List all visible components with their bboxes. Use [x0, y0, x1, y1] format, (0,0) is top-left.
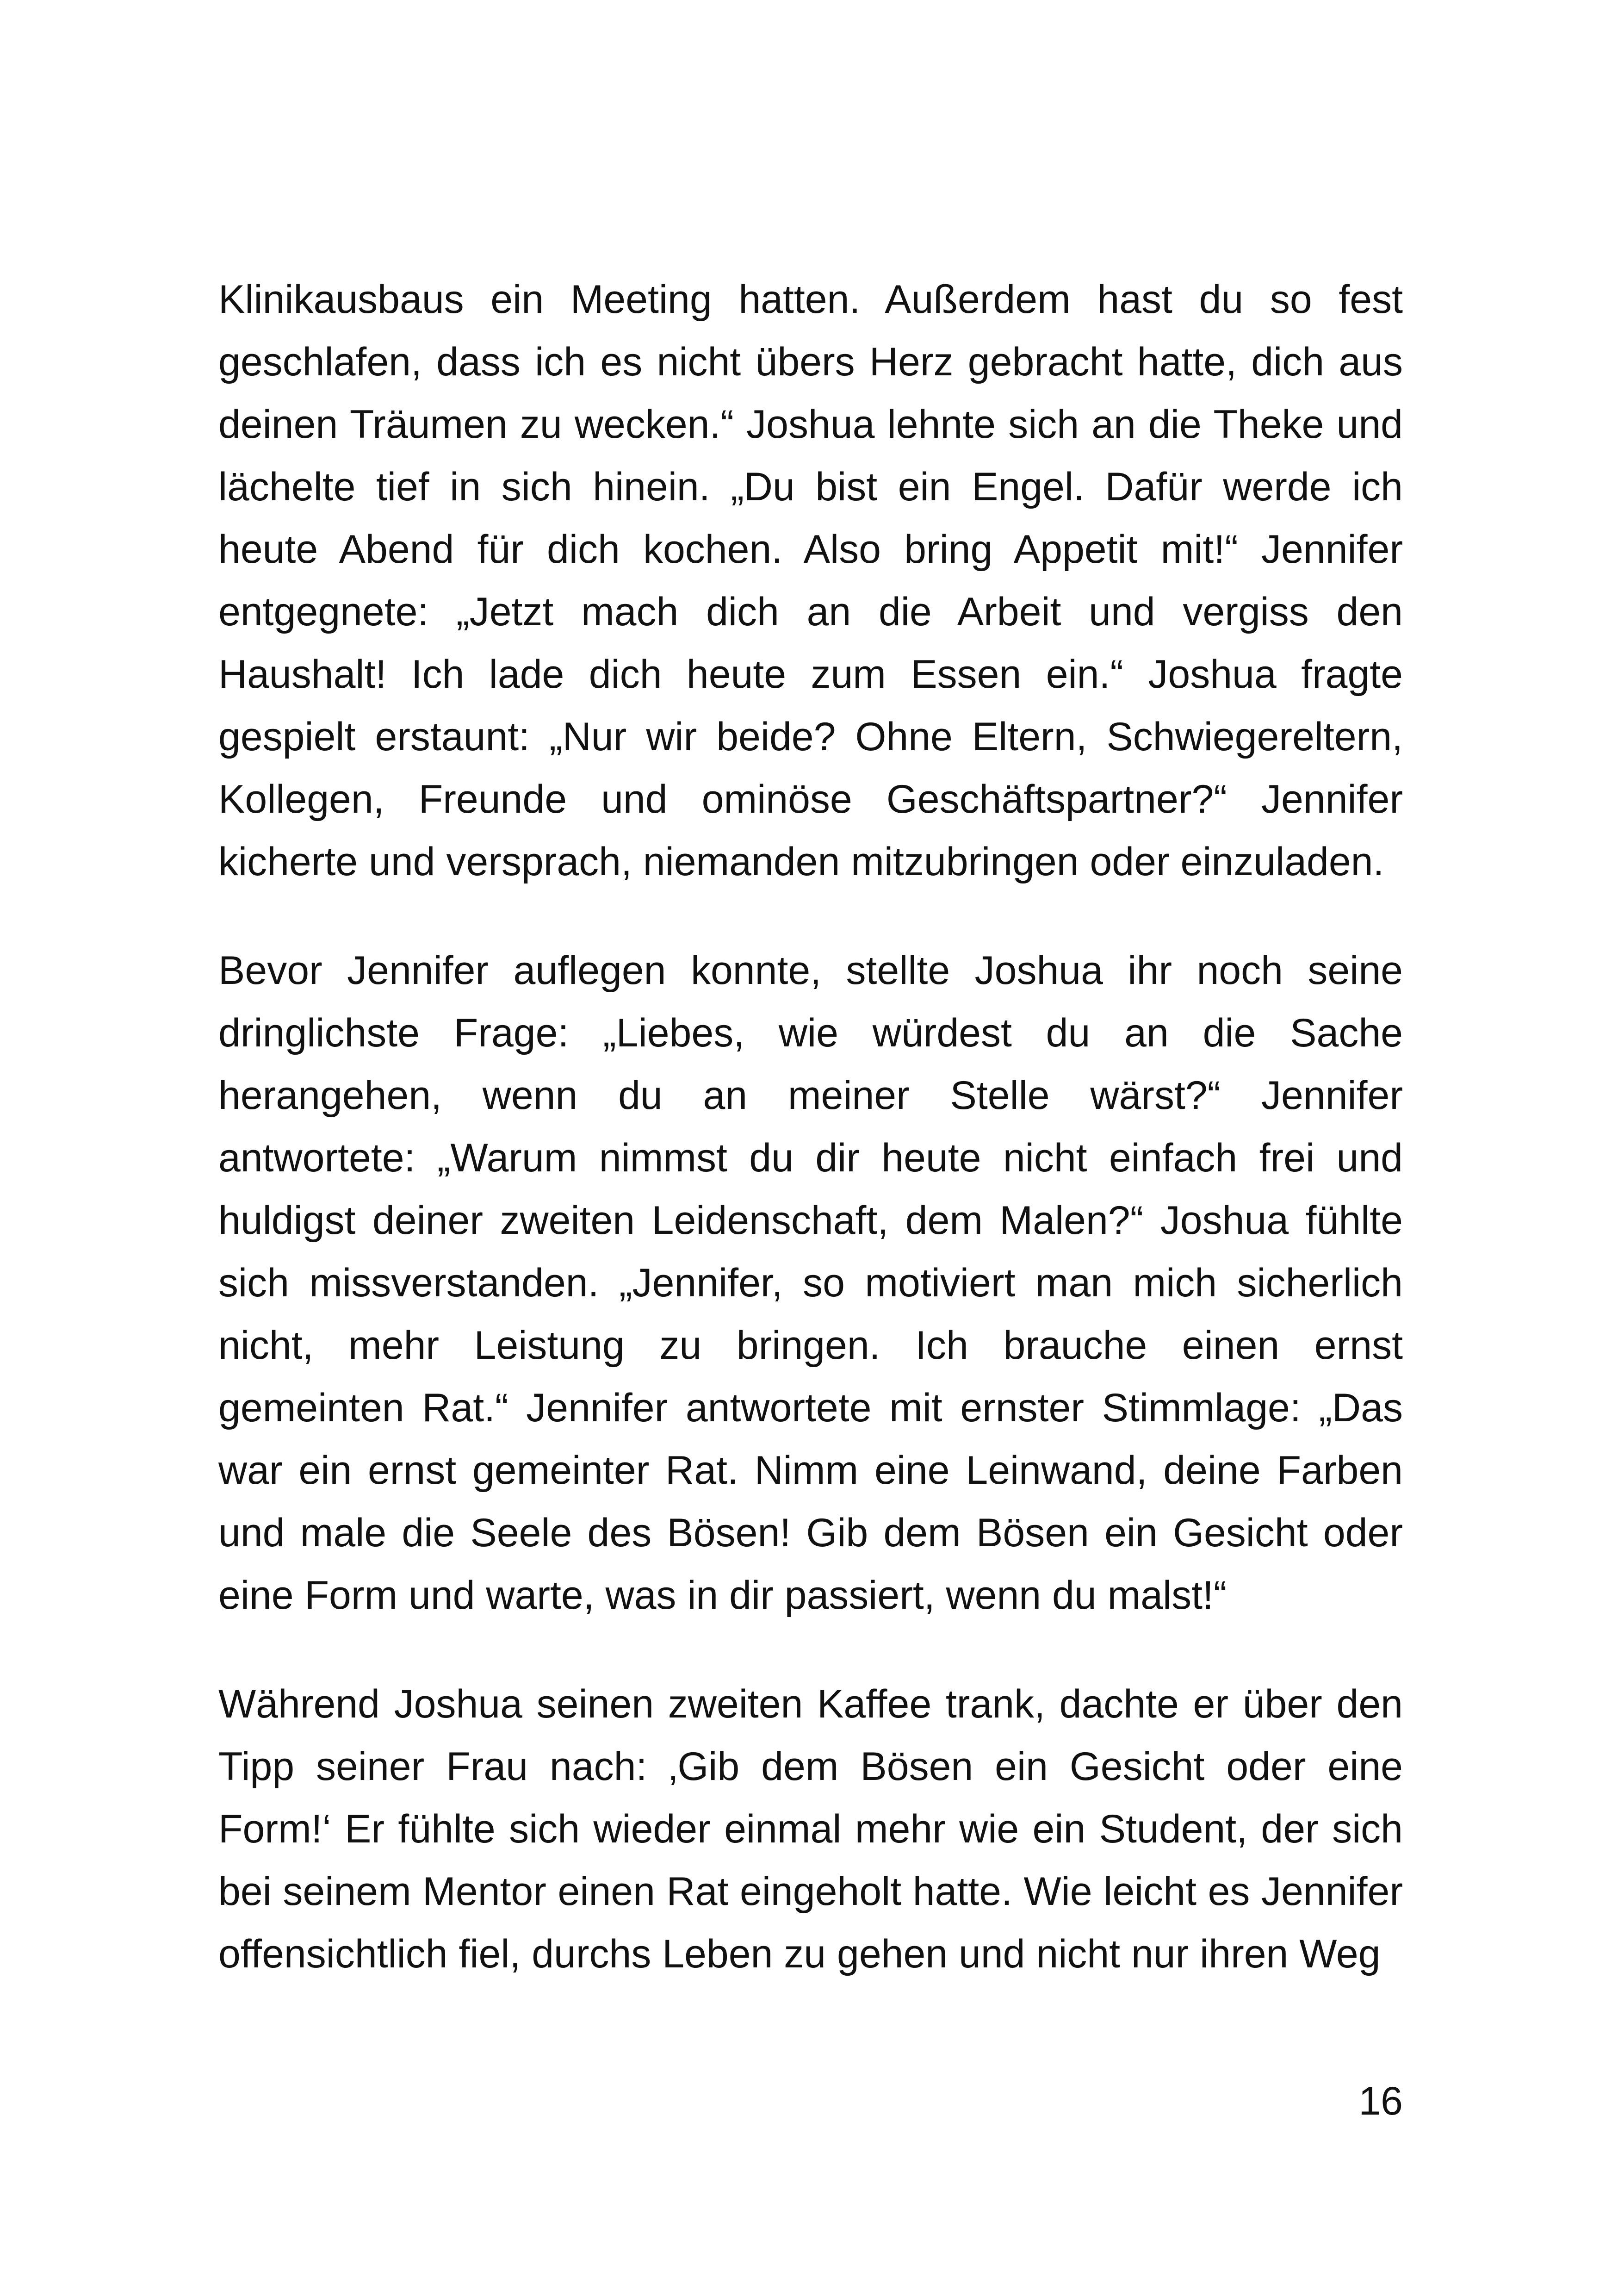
page-number: 16 — [1358, 2079, 1403, 2123]
body-text — [218, 268, 1403, 1985]
paragraph: Bevor Jennifer auflegen konnte, stellte Joshua ihr noch seine dringlichste Frage: „Liebes, wie würdest du an die Sache herangehen, wenn du an meiner Stelle wärst?“ Jennifer antwortete: „Warum nimmst du dir heute nicht einfach frei und huldigst deiner zweiten Leidenschaft, dem Malen?“ Joshua fühlte sich missverstanden. „Jennifer, so motiviert man mich sicherlich nicht, mehr Leistung zu bringen. Ich brauche einen ernst gemeinten Rat.“ Jennifer antwortete mit ernster Stimmlage: „Das war ein ernst gemeinter Rat. Nimm eine Leinwand, deine Farben und male die Seele des Bösen! Gib dem Bösen ein Gesicht oder eine Form und warte, was in dir passiert, wenn du malst!“ — [218, 948, 1403, 1618]
paragraph: Während Joshua seinen zweiten Kaffee trank, dachte er über den Tipp seiner Frau nach: ‚Gib dem Bösen ein Gesicht oder eine Form!‘ Er fühlte sich wieder einmal mehr wie ein Student, der sich bei seinem Mentor einen Rat eingeholt hatte. Wie leicht es Jennifer offensichtlich fiel, durchs Leben zu gehen und nicht nur ihren Weg — [218, 1682, 1403, 1976]
paragraph: Klinikausbaus ein Meeting hatten. Außerdem hast du so fest geschlafen, dass ich es nicht übers Herz gebracht hatte, dich aus deinen Träumen zu wecken.“ Joshua lehnte sich an die Theke und lächelte tief in sich hinein. „Du bist ein Engel. Dafür werde ich heute Abend für dich kochen. Also bring Appetit mit!“ Jennifer entgegnete: „Jetzt mach dich an die Arbeit und vergiss den Haushalt! Ich lade dich heute zum Essen ein.“ Joshua fragte gespielt erstaunt: „Nur wir beide? Ohne Eltern, Schwiegereltern, Kollegen, Freunde und ominöse Geschäftspartner?“ Jennifer kicherte und versprach, niemanden mitzubringen oder einzuladen. — [218, 277, 1403, 884]
